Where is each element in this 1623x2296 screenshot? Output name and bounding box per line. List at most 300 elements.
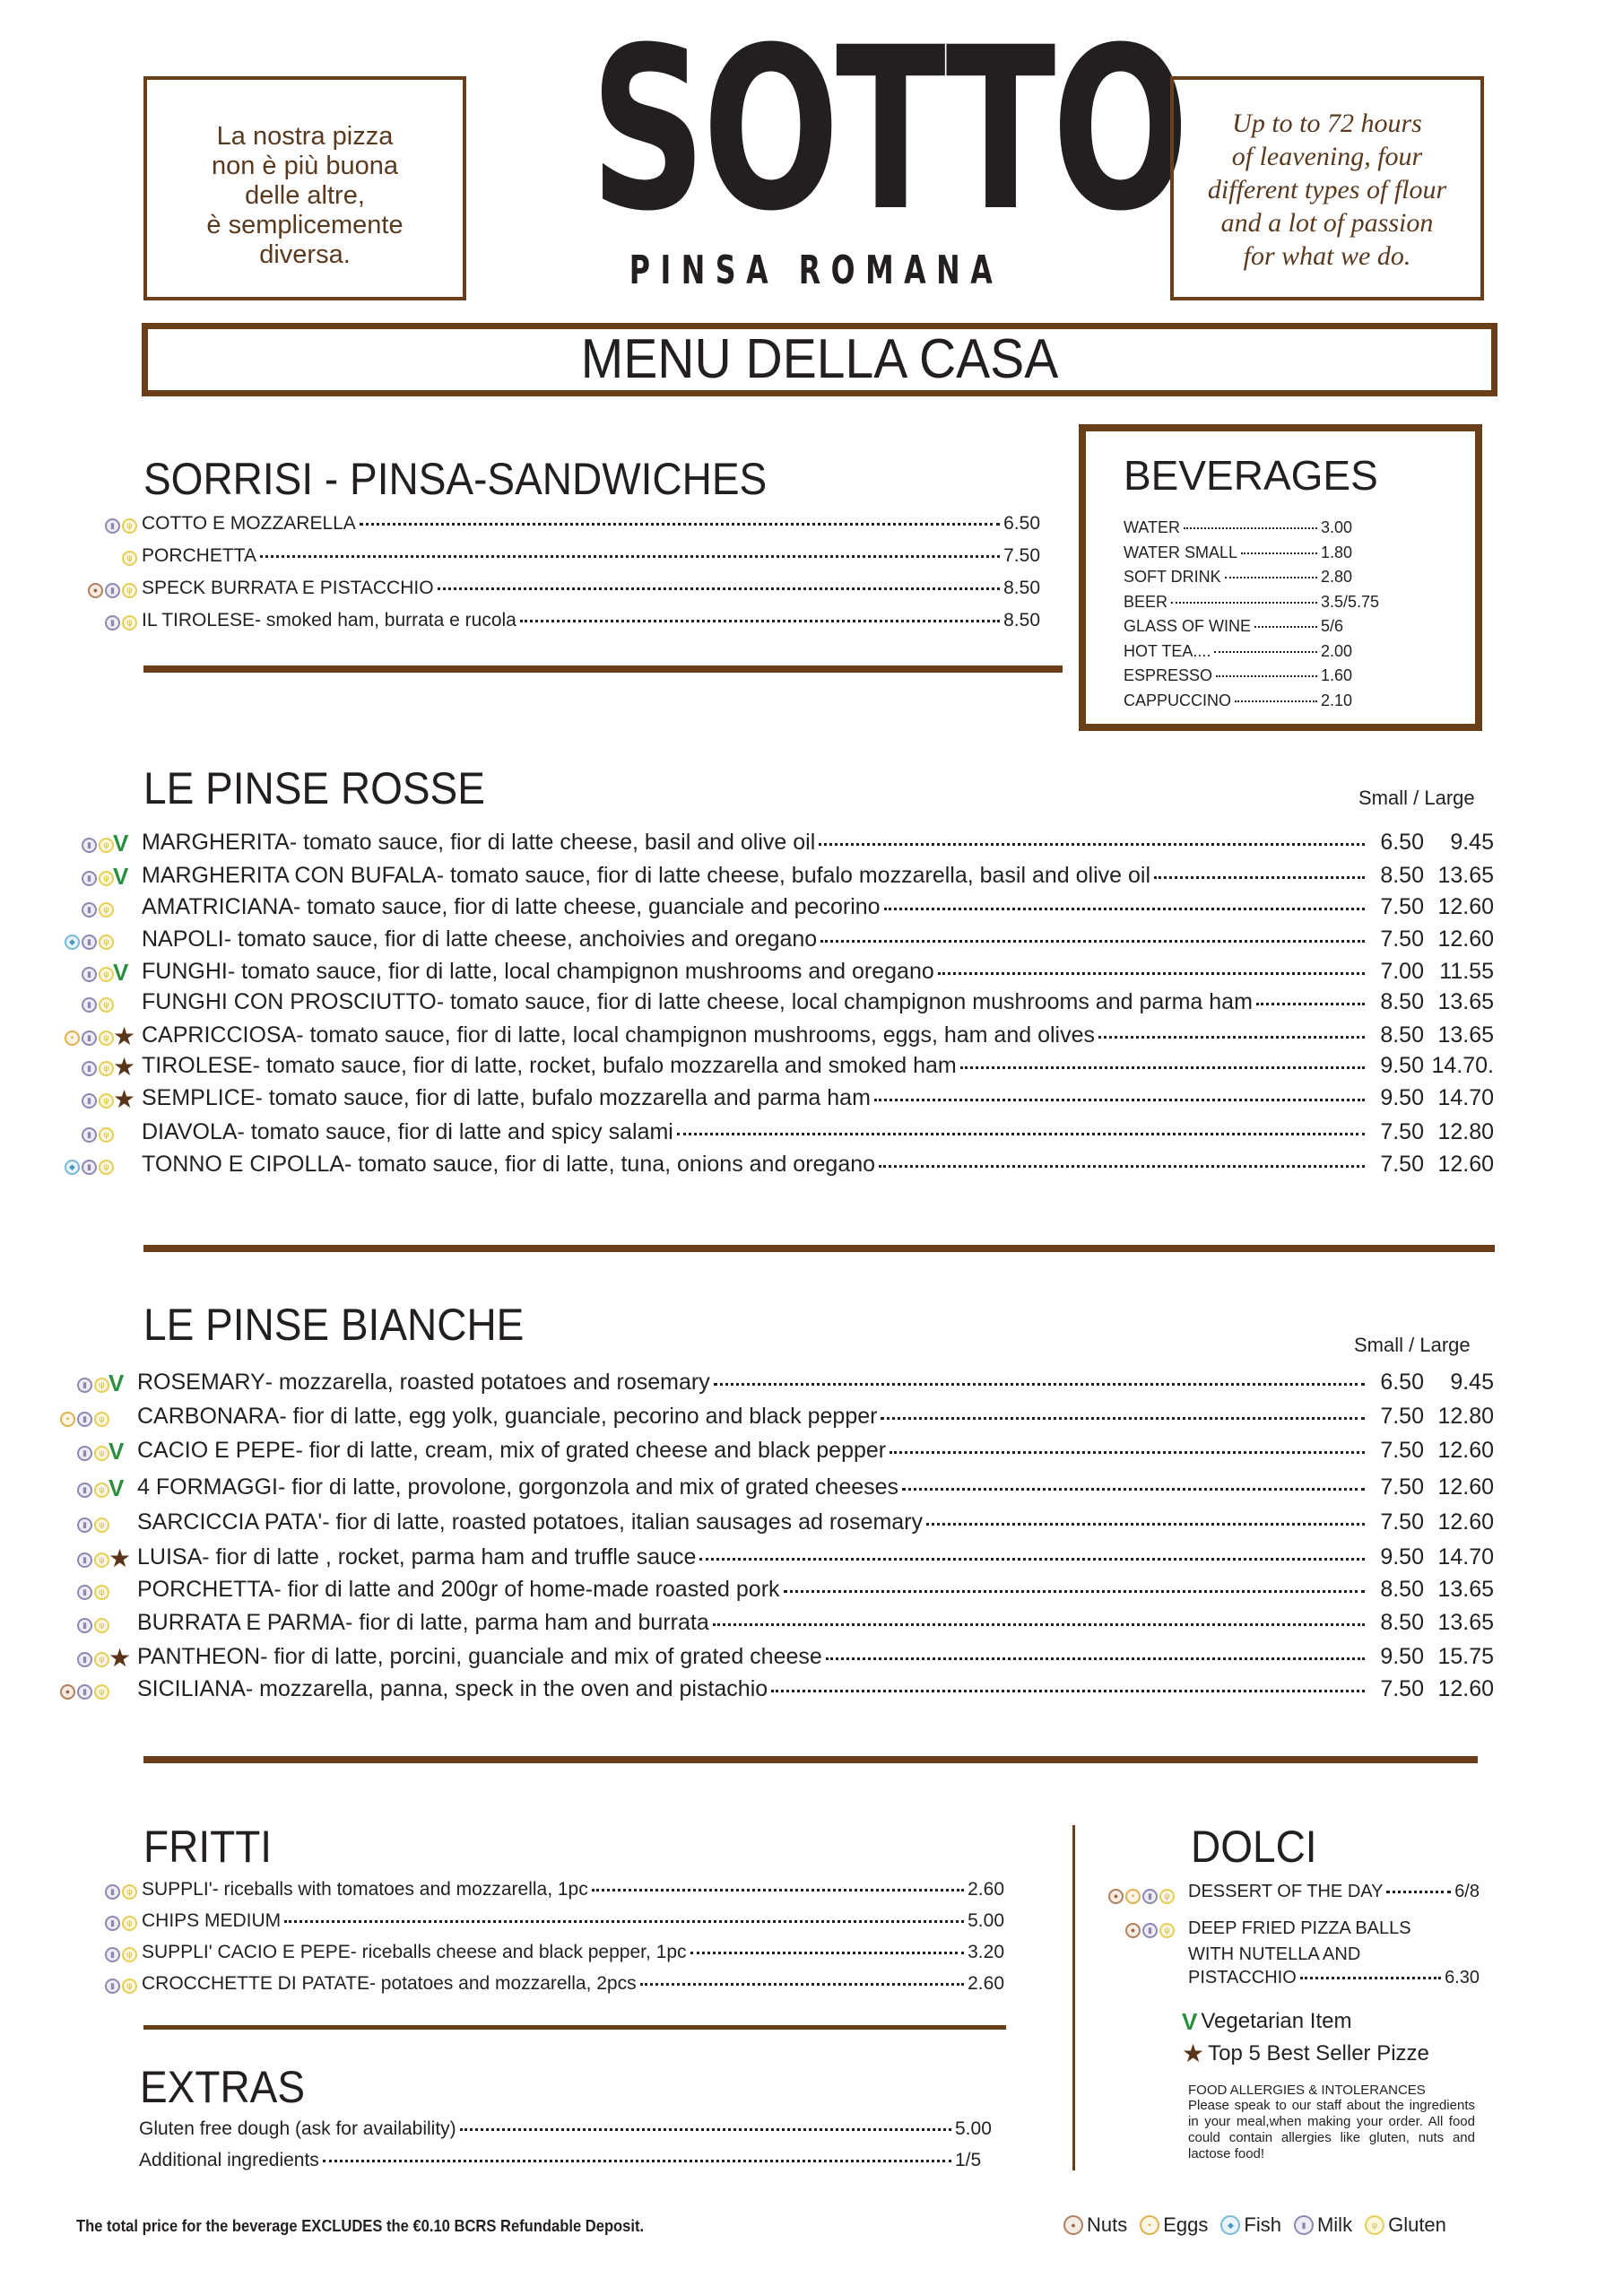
price-small: 9.50: [1380, 1053, 1424, 1078]
price-small: 8.50: [1380, 1577, 1424, 1602]
milk-icon: ▮: [82, 902, 97, 918]
item-name: Gluten free dough (ask for availability): [139, 2118, 456, 2139]
menu-item: [137, 1438, 1494, 1464]
item-name: SOFT DRINK: [1124, 568, 1221, 586]
item-name: 4 FORMAGGI: [137, 1474, 278, 1500]
star-legend: [1182, 2041, 1429, 2066]
gluten-icon: ψ: [99, 1031, 114, 1046]
item-name: FUNGHI: [142, 959, 228, 984]
fritti-divider: [143, 2025, 1006, 2030]
item-price: 2.60: [968, 1879, 1004, 1900]
price-small: 9.50: [1380, 1644, 1424, 1669]
item-description: - mozzarella, panna, speck in the oven and pistachio: [245, 1676, 768, 1701]
tagline-right-line: for what we do.: [1243, 241, 1411, 271]
allergy-notice: [1188, 2083, 1475, 2162]
milk-icon: ▮: [77, 1446, 92, 1461]
logo-main: SOTTO: [590, 0, 1185, 260]
item-description: - riceballs cheese and black pepper, 1pc: [350, 1942, 687, 1962]
eggs-icon: •: [1125, 1889, 1141, 1904]
leader-dots: [592, 1889, 964, 1892]
item-description: - tomato sauce, fior di latte and spicy salami: [237, 1119, 673, 1144]
fritti-title: FRITTI: [143, 1822, 273, 1872]
item-description: - tomato sauce, fior di latte, bufalo mozzarella and parma ham: [255, 1085, 871, 1110]
price-large: 12.80: [1437, 1404, 1494, 1429]
price-large: 12.60: [1437, 894, 1494, 919]
price-small: 7.50: [1380, 1404, 1424, 1429]
price-large: 12.60: [1437, 1152, 1494, 1177]
leader-dots: [360, 523, 1000, 526]
item-description: - tomato sauce, fior di latte cheese, bufalo mozzarella, basil and olive oil: [436, 863, 1151, 888]
menu-item: [142, 578, 1040, 599]
allergen-icons: [65, 1028, 114, 1048]
gluten-icon: ψ: [122, 615, 137, 631]
milk-icon: ▮: [1142, 1889, 1158, 1904]
price-large: 14.70.: [1431, 1053, 1494, 1078]
star-icon: ★: [113, 1053, 136, 1081]
tagline-left-line: La nostra pizza: [216, 122, 394, 151]
allergen-icons: [88, 581, 137, 599]
star-icon: ★: [108, 1544, 132, 1572]
menu-item: [1188, 1968, 1480, 1988]
leader-dots: [784, 1590, 1365, 1593]
leader-dots: [826, 1657, 1365, 1660]
milk-icon: ▮: [105, 1979, 120, 1994]
price-large: 9.45: [1450, 1370, 1494, 1395]
tagline-left-box: [143, 76, 466, 300]
tagline-right-line: of leavening, four: [1231, 142, 1423, 171]
price-large: 15.75: [1437, 1644, 1494, 1669]
gluten-icon: ψ: [94, 1483, 109, 1498]
milk-icon: ▮: [105, 583, 120, 598]
item-name-line: WITH NUTELLA AND: [1188, 1944, 1361, 1964]
leader-dots: [699, 1558, 1365, 1561]
price-small: 8.50: [1380, 1022, 1424, 1048]
allergen-icons: [65, 932, 114, 952]
bianche-title: LE PINSE BIANCHE: [143, 1300, 525, 1350]
item-price: 6.30: [1445, 1968, 1480, 1987]
menu-item: [142, 610, 1040, 631]
item-description: - tomato sauce, fior di latte, local champignon mushrooms, eggs, ham and olives: [296, 1022, 1095, 1048]
allergen-icons: [105, 1914, 137, 1932]
item-name: MARGHERITA: [142, 830, 290, 855]
menu-item: [142, 926, 1494, 952]
gluten-icon: ψ: [1365, 2215, 1384, 2235]
item-name: CAPPUCCINO: [1124, 691, 1232, 709]
nuts-icon: ●: [1125, 1923, 1141, 1938]
nuts-icon: ●: [1063, 2215, 1083, 2235]
leader-dots: [284, 1920, 964, 1923]
star-icon: ★: [113, 1085, 136, 1113]
rosse-size-header: Small / Large: [1358, 787, 1475, 809]
allergen-icons: [60, 1682, 109, 1701]
vegetarian-icon: V: [108, 1370, 125, 1396]
menu-item: [137, 1644, 1494, 1670]
vegetarian-icon: V: [113, 959, 129, 986]
item-price: 2.00: [1321, 641, 1353, 660]
item-price: 5/6: [1321, 617, 1344, 635]
price-large: 9.45: [1450, 830, 1494, 855]
dolci-title: DOLCI: [1191, 1822, 1317, 1872]
item-price: 8.50: [1003, 610, 1040, 631]
leader-dots: [1214, 651, 1317, 653]
gluten-icon: ψ: [99, 1093, 114, 1109]
leader-dots: [960, 1066, 1365, 1069]
sorrisi-title: SORRISI - PINSA-SANDWICHES: [143, 454, 768, 504]
beverage-item: [1124, 593, 1384, 612]
allergen-icons: [77, 1375, 109, 1395]
item-name: SUPPLI' CACIO E PEPE: [142, 1942, 351, 1962]
price-large: 12.60: [1437, 926, 1494, 952]
item-name: BEER: [1124, 592, 1168, 611]
leader-dots: [714, 1383, 1365, 1386]
item-price: 5.00: [968, 1910, 1004, 1931]
item-price: 3.00: [1321, 518, 1353, 536]
item-name: WATER SMALL: [1124, 543, 1238, 561]
menu-item: [142, 1910, 1004, 1932]
menu-item: [142, 1119, 1494, 1145]
gluten-icon: ψ: [94, 1446, 109, 1461]
legend-gluten: [1365, 2213, 1446, 2237]
extras-title: EXTRAS: [140, 2062, 306, 2112]
tagline-right-line: different types of flour: [1207, 175, 1447, 204]
milk-icon: ▮: [105, 1947, 120, 1962]
allergen-icons: [105, 1945, 137, 1963]
eggs-icon: •: [1140, 2215, 1159, 2235]
milk-icon: ▮: [77, 1618, 92, 1633]
item-name: DIAVOLA: [142, 1119, 238, 1144]
menu-item: [1188, 1916, 1411, 1968]
allergen-icons: [122, 549, 137, 567]
item-name: TIROLESE: [142, 1053, 253, 1078]
star-icon: ★: [1182, 2039, 1205, 2067]
legend-label: Gluten: [1388, 2213, 1446, 2236]
item-description: - tomato sauce, fior di latte, tuna, onions and oregano: [344, 1152, 876, 1177]
item-description: - riceballs with tomatoes and mozzarella, 1pc: [212, 1879, 588, 1900]
leader-dots: [1216, 675, 1317, 677]
item-description: - fior di latte, parma ham and burrata: [344, 1610, 709, 1635]
rosse-divider: [143, 1245, 1495, 1252]
milk-icon: ▮: [105, 518, 120, 534]
gluten-icon: ψ: [122, 518, 137, 534]
menu-item: [142, 1022, 1494, 1048]
menu-item: [142, 863, 1494, 889]
allergy-notice-body: Please speak to our staff about the ingredients in your meal,when making your order. All food could contain allergies like gluten, nuts and lactose food!: [1188, 2098, 1475, 2161]
allergen-icons: [1125, 1921, 1175, 1939]
tagline-left: [147, 122, 463, 270]
menu-title: MENU DELLA CASA: [580, 328, 1059, 390]
price-large: 13.65: [1437, 1610, 1494, 1635]
menu-item: [139, 2118, 1007, 2140]
price-small: 7.50: [1380, 1438, 1424, 1463]
leader-dots: [460, 2128, 951, 2131]
item-name: PORCHETTA: [142, 545, 256, 566]
gluten-icon: ψ: [99, 838, 114, 853]
allergen-icons: [105, 1977, 137, 1995]
tagline-left-line: non è più buona: [211, 152, 399, 180]
price-large: 13.65: [1437, 1577, 1494, 1602]
item-name: CACIO E PEPE: [137, 1438, 296, 1463]
gluten-icon: ψ: [94, 1618, 109, 1633]
beverage-item: [1124, 544, 1384, 562]
leader-dots: [884, 908, 1365, 910]
menu-item: [137, 1509, 1494, 1535]
menu-item: [142, 894, 1494, 920]
allergen-icons: [82, 835, 114, 855]
menu-item: [142, 1973, 1004, 1995]
allergen-icons: [77, 1582, 109, 1602]
vegetarian-icon: V: [108, 1474, 125, 1501]
milk-icon: ▮: [77, 1552, 92, 1568]
gluten-icon: ψ: [1159, 1923, 1175, 1938]
legend-label: Milk: [1316, 2213, 1353, 2236]
item-name: PORCHETTA: [137, 1577, 274, 1602]
item-description: - mozzarella, roasted potatoes and rosemary: [265, 1370, 710, 1395]
milk-icon: ▮: [105, 1884, 120, 1900]
item-price: 1/5: [955, 2150, 982, 2170]
leader-dots: [1225, 577, 1317, 578]
menu-item: [142, 1053, 1494, 1079]
item-name: DESSERT OF THE DAY: [1188, 1882, 1384, 1901]
milk-icon: ▮: [82, 935, 97, 950]
item-name: ESPRESSO: [1124, 666, 1213, 684]
tagline-right-line: Up to to 72 hours: [1232, 109, 1422, 138]
item-description: - tomato sauce, fior di latte cheese, basil and olive oil: [289, 830, 816, 855]
leader-dots: [1235, 700, 1317, 702]
leader-dots: [820, 940, 1365, 943]
beverage-item: [1124, 642, 1384, 661]
leader-dots: [640, 1983, 965, 1986]
item-name: ROSEMARY: [137, 1370, 265, 1395]
item-name: PANTHEON: [137, 1644, 261, 1669]
menu-item: [142, 1942, 1004, 1963]
leader-dots: [1300, 1977, 1441, 1979]
leader-dots: [713, 1623, 1365, 1626]
menu-item: [137, 1474, 1494, 1500]
item-price: 2.10: [1321, 691, 1353, 709]
menu-title-box: [142, 323, 1497, 396]
tagline-left-line: diversa.: [259, 240, 351, 269]
milk-icon: ▮: [77, 1378, 92, 1393]
leader-dots: [520, 620, 1000, 622]
gluten-icon: ψ: [122, 1884, 137, 1900]
item-name: HOT TEA....: [1124, 641, 1211, 660]
milk-icon: ▮: [1294, 2215, 1314, 2235]
nuts-icon: ●: [1108, 1889, 1124, 1904]
item-name: MARGHERITA CON BUFALA: [142, 863, 437, 888]
allergen-icons: [60, 1409, 109, 1429]
milk-icon: ▮: [82, 997, 97, 1013]
allergen-icons: [77, 1550, 109, 1570]
leader-dots: [771, 1690, 1365, 1692]
allergen-icons: [77, 1649, 109, 1669]
item-price: 7.50: [1003, 545, 1040, 566]
leader-dots: [260, 555, 1000, 558]
beverage-item: [1124, 568, 1384, 587]
gluten-icon: ψ: [122, 1979, 137, 1994]
price-large: 13.65: [1437, 989, 1494, 1014]
price-small: 9.50: [1380, 1544, 1424, 1570]
menu-item: [142, 1152, 1494, 1178]
rosse-title: LE PINSE ROSSE: [143, 763, 485, 813]
item-name: WATER: [1124, 518, 1180, 536]
item-name: TONNO E CIPOLLA: [142, 1152, 344, 1177]
legend-eggs: [1140, 2213, 1208, 2237]
gluten-icon: ψ: [94, 1518, 109, 1533]
menu-item: [139, 2150, 1007, 2171]
milk-icon: ▮: [82, 871, 97, 886]
beverages-box: [1079, 424, 1482, 731]
leader-dots: [1386, 1891, 1451, 1893]
item-description: - fior di latte, egg yolk, guanciale, pecorino and black pepper: [279, 1404, 878, 1429]
star-legend-label: Top 5 Best Seller Pizze: [1208, 2041, 1429, 2066]
leader-dots: [438, 587, 1001, 590]
allergen-icons: [105, 517, 137, 535]
item-description: - fior di latte, porcini, guanciale and mix of grated cheese: [260, 1644, 822, 1669]
item-name: SUPPLI': [142, 1879, 213, 1900]
allergen-icons: [77, 1480, 109, 1500]
leader-dots: [1154, 876, 1365, 879]
leader-dots: [938, 972, 1365, 975]
vegetarian-icon: V: [113, 863, 129, 890]
gluten-icon: ψ: [99, 1127, 114, 1143]
legend-label: Eggs: [1163, 2213, 1209, 2236]
allergen-icons: [77, 1443, 109, 1463]
item-price: 2.60: [968, 1973, 1004, 1994]
gluten-icon: ψ: [99, 967, 114, 982]
legend-nuts: [1063, 2213, 1127, 2237]
gluten-icon: ψ: [122, 551, 137, 566]
price-small: 8.50: [1380, 863, 1424, 888]
gluten-icon: ψ: [94, 1552, 109, 1568]
column-divider: [1072, 1825, 1075, 2170]
gluten-icon: ψ: [1159, 1889, 1175, 1904]
legend-label: Nuts: [1087, 2213, 1128, 2236]
milk-icon: ▮: [77, 1652, 92, 1667]
milk-icon: ▮: [77, 1585, 92, 1600]
gluten-icon: ψ: [99, 902, 114, 918]
vegetarian-icon: V: [1182, 2008, 1198, 2035]
gluten-icon: ψ: [94, 1378, 109, 1393]
star-icon: ★: [108, 1644, 132, 1672]
price-large: 12.60: [1437, 1676, 1494, 1701]
allergen-legend: [1063, 2213, 1459, 2237]
allergen-icons: [82, 995, 114, 1014]
item-price: 6.50: [1003, 513, 1040, 534]
item-description: - tomato sauce, fior di latte cheese, local champignon mushrooms and parma ham: [436, 989, 1253, 1014]
tagline-right: [1174, 107, 1480, 273]
price-large: 14.70: [1437, 1544, 1494, 1570]
allergen-icons: [1108, 1887, 1175, 1905]
leader-dots: [890, 1451, 1365, 1454]
item-price: 3.5/5.75: [1321, 592, 1380, 611]
legend-fish: [1220, 2213, 1281, 2237]
price-small: 7.50: [1380, 926, 1424, 952]
item-description: - tomato sauce, fior di latte cheese, anchoivies and oregano: [223, 926, 818, 952]
tagline-left-line: è semplicemente: [206, 211, 404, 239]
item-name: FUNGHI CON PROSCIUTTO: [142, 989, 437, 1014]
item-name: GLASS OF WINE: [1124, 617, 1252, 635]
fish-icon: ◆: [1220, 2215, 1240, 2235]
milk-icon: ▮: [1142, 1923, 1158, 1938]
fish-icon: ◆: [65, 1160, 80, 1175]
logo: [502, 0, 1185, 305]
price-large: 12.60: [1437, 1509, 1494, 1535]
allergen-icons: [82, 1091, 114, 1110]
milk-icon: ▮: [82, 1127, 97, 1143]
vegetarian-icon: V: [108, 1438, 125, 1465]
leader-dots: [881, 1417, 1365, 1420]
menu-item: [142, 1085, 1494, 1111]
leader-dots: [1241, 552, 1317, 554]
item-name: SPECK BURRATA E PISTACCHIO: [142, 578, 434, 598]
price-large: 14.70: [1437, 1085, 1494, 1110]
price-small: 7.50: [1380, 1474, 1424, 1500]
menu-item: [1188, 1882, 1480, 1902]
leader-dots: [1254, 626, 1317, 628]
item-price: 6/8: [1454, 1882, 1480, 1901]
beverage-item: [1124, 518, 1384, 537]
price-large: 11.55: [1439, 959, 1494, 984]
gluten-icon: ψ: [99, 871, 114, 886]
nuts-icon: ●: [60, 1684, 75, 1700]
beverage-item: [1124, 666, 1384, 685]
price-small: 6.50: [1380, 830, 1424, 855]
price-large: 12.60: [1437, 1474, 1494, 1500]
item-price: 8.50: [1003, 578, 1040, 598]
veg-legend-label: Vegetarian Item: [1201, 2009, 1352, 2033]
milk-icon: ▮: [77, 1483, 92, 1498]
allergen-icons: [82, 964, 114, 984]
price-small: 8.50: [1380, 989, 1424, 1014]
allergen-icons: [77, 1615, 109, 1635]
milk-icon: ▮: [82, 1031, 97, 1046]
item-name: CHIPS MEDIUM: [142, 1910, 282, 1931]
leader-dots: [677, 1133, 1365, 1135]
gluten-icon: ψ: [122, 583, 137, 598]
item-description: - fior di latte, cream, mix of grated cheese and black pepper: [295, 1438, 887, 1463]
gluten-icon: ψ: [99, 997, 114, 1013]
item-price: 1.80: [1321, 543, 1353, 561]
price-large: 13.65: [1437, 863, 1494, 888]
star-icon: ★: [113, 1022, 136, 1050]
nuts-icon: ●: [88, 583, 103, 598]
legend-milk: [1294, 2213, 1352, 2237]
allergen-icons: [82, 900, 114, 919]
item-name: SEMPLICE: [142, 1085, 256, 1110]
gluten-icon: ψ: [122, 1947, 137, 1962]
tagline-left-line: delle altre,: [245, 181, 365, 210]
item-description: - fior di latte , rocket, parma ham and truffle sauce: [202, 1544, 697, 1570]
price-small: 7.50: [1380, 894, 1424, 919]
milk-icon: ▮: [77, 1412, 92, 1427]
menu-item: [137, 1404, 1494, 1430]
eggs-icon: •: [65, 1031, 80, 1046]
item-name: CROCCHETTE DI PATATE: [142, 1973, 369, 1994]
price-small: 7.50: [1380, 1676, 1424, 1701]
bianche-divider: [143, 1756, 1478, 1763]
item-price: 2.80: [1321, 568, 1353, 586]
menu-item: [142, 959, 1494, 985]
allergen-icons: [82, 868, 114, 888]
item-description: - fior di latte, provolone, gorgonzola and mix of grated cheeses: [277, 1474, 899, 1500]
milk-icon: ▮: [82, 1093, 97, 1109]
gluten-icon: ψ: [94, 1412, 109, 1427]
beverages-title: BEVERAGES: [1124, 452, 1378, 499]
item-name: COTTO E MOZZARELLA: [142, 513, 356, 534]
beverage-item: [1124, 691, 1384, 710]
item-name: SARCICCIA PATA': [137, 1509, 323, 1535]
beverage-item: [1124, 617, 1384, 636]
